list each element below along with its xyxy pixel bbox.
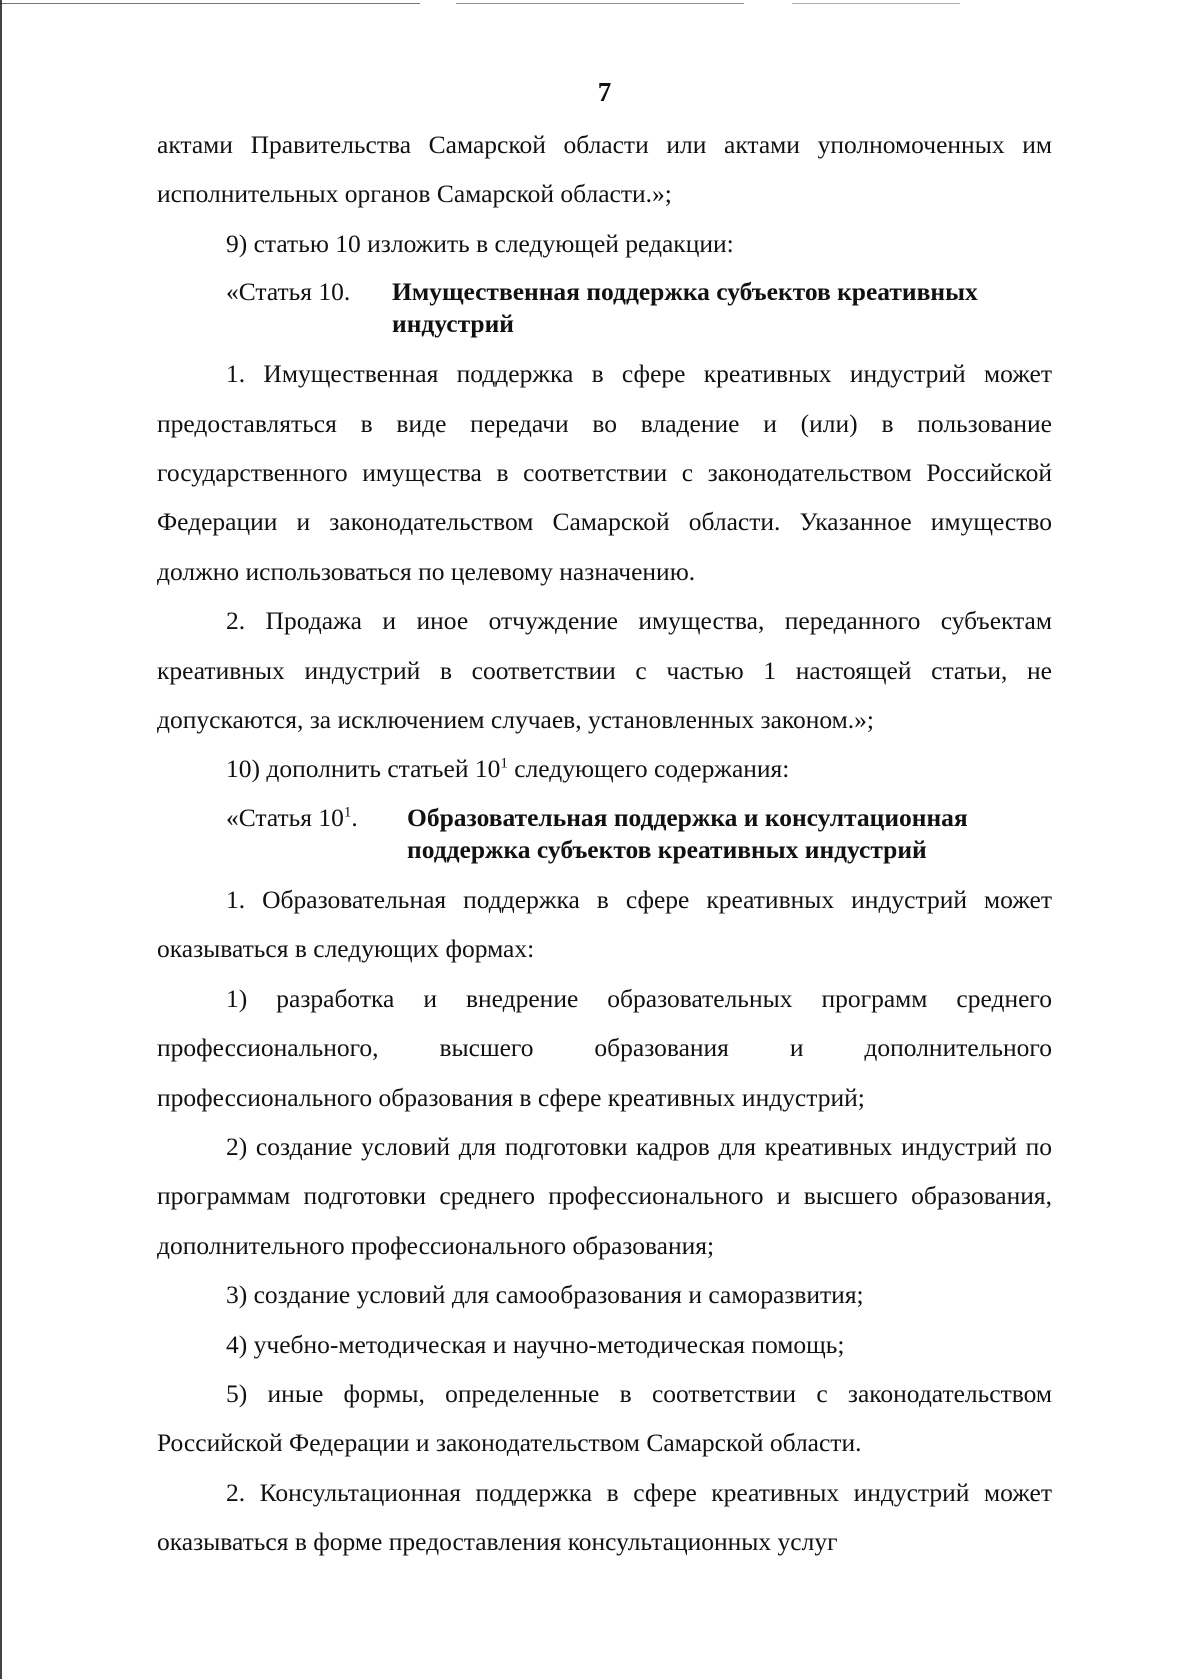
item-10-text-before: 10) дополнить статьей 10 <box>226 754 501 784</box>
article-10-label: «Статья 10. <box>226 277 351 307</box>
article-10-1-label-before: «Статья 10 <box>226 802 344 832</box>
list-item-1: 1) разработка и внедрение образовательных программ среднего профессионального, высшего образования и дополнительного профессионального образования в сфере креативных индустрий; <box>157 983 1052 1112</box>
article-10-1-label <box>157 802 407 866</box>
article-10-heading <box>157 268 1052 349</box>
article-10-part-1: 1. Имущественная поддержка в сфере креативных индустрий может предоставляться в виде передачи во владение и (или) в пользование государственного имущества в соответствии с законодательством Российской Федерации и законодательством Самарской области. Указанное имущество должно использоваться по целевому назначению. <box>157 359 1052 586</box>
item-10-text-after: следующего содержания: <box>507 754 790 784</box>
document-page <box>157 64 1052 1567</box>
list-item-3: 3) создание условий для самообразования и саморазвития; <box>226 1280 864 1310</box>
paragraph-continuation: актами Правительства Самарской области или актами уполномоченных им исполнительных органов Самарской области.»; <box>157 130 1052 209</box>
list-item-2: 2) создание условий для подготовки кадров для креативных индустрий по программам подготовки среднего профессионального и высшего образования, дополнительного профессионального образования; <box>157 1131 1052 1260</box>
article-10-title: Имущественная поддержка субъектов креативных индустрий <box>392 277 978 339</box>
article-10-1-part-1: 1. Образовательная поддержка в сфере креативных индустрий может оказываться в следующих формах: <box>157 884 1052 964</box>
paragraph-item-9: 9) статью 10 изложить в следующей редакции: <box>226 228 734 258</box>
paragraph-item-10 <box>157 744 1052 793</box>
article-10-1-label-after: . <box>351 802 358 832</box>
article-10-1-title: Образовательная поддержка и консултационная поддержка субъектов креативных индустрий <box>407 802 968 864</box>
item-10-superscript: 1 <box>500 755 508 772</box>
scan-edge-left <box>0 0 2 1679</box>
article-10-1-label-superscript: 1 <box>343 804 352 821</box>
page-number: 7 <box>597 77 612 107</box>
list-item-5: 5) иные формы, определенные в соответствии с законодательством Российской Федерации и законодательством Самарской области. <box>157 1378 1052 1458</box>
article-10-1-heading <box>157 794 1052 875</box>
article-10-1-part-2: 2. Консультационная поддержка в сфере креативных индустрий может оказываться в форме предоставления консультационных услуг <box>157 1477 1052 1557</box>
list-item-4: 4) учебно-методическая и научно-методическая помощь; <box>226 1329 845 1359</box>
scan-edge-top <box>0 3 1200 4</box>
article-10-part-2: 2. Продажа и иное отчуждение имущества, переданного субъектам креативных индустрий в соответствии с частью 1 настоящей статьи, не допускаются, за исключением случаев, установленных законом.»; <box>157 606 1052 735</box>
